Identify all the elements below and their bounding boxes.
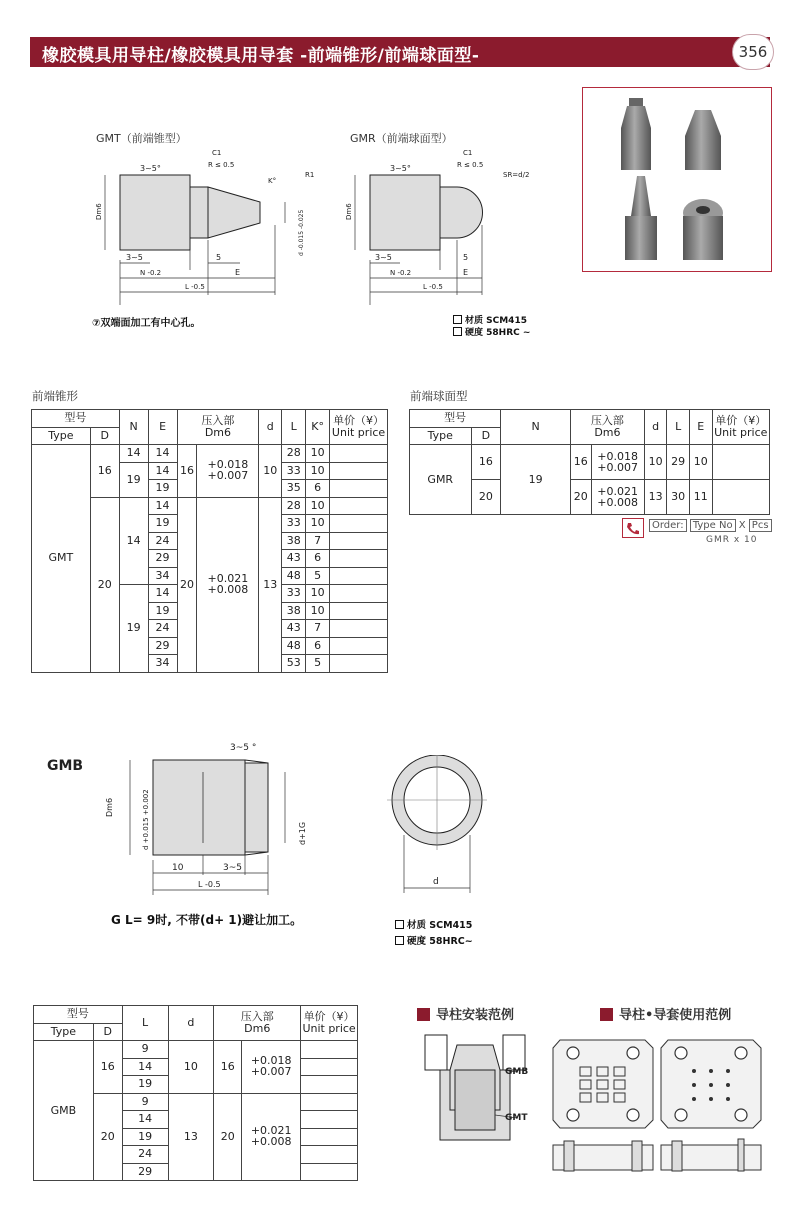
gmt-e: E (235, 268, 241, 277)
gmr-5: 5 (463, 253, 469, 262)
gmt-5: 5 (216, 253, 222, 262)
gmr-h-type: 型号 (410, 410, 501, 428)
hardness-text: 硬度 58HRC ~ (465, 328, 531, 338)
gmb-h-press: 压入部 Dm6 (214, 1006, 301, 1041)
usage-gmb-label: GMB (505, 1067, 529, 1077)
gmt-price (330, 602, 388, 620)
gmr-price (712, 480, 769, 515)
gmb-l: L -0.5 (198, 880, 221, 889)
gmt-k: 6 (306, 480, 330, 498)
gmt-h-press: 压入部 Dm6 (177, 410, 259, 445)
gmr-d: 10 (644, 445, 667, 480)
gmr-d: 13 (644, 480, 667, 515)
bullet-square-icon (600, 1008, 613, 1021)
gmt-l: 48 (282, 637, 306, 655)
gmt-e: 34 (148, 567, 177, 585)
gmr-taper: 3~5° (390, 164, 411, 173)
gmb-h-price: 单价（¥） Unit price (301, 1006, 358, 1041)
center-hole-note: ⑦双端面加工有中心孔。 (92, 318, 201, 329)
gmb-dm6: Dm6 (105, 797, 114, 817)
page-title: 橡胶模具用导柱/橡胶模具用导套 -前端锥形/前端球面型- (42, 46, 480, 66)
gmr-c1: C1 (463, 149, 473, 157)
gmb-10: 10 (172, 863, 184, 873)
gmb-l: 19 (122, 1076, 168, 1094)
gmt-price (330, 532, 388, 550)
gmr-r05: R ≤ 0.5 (457, 161, 484, 169)
gmr-3-5: 3~5 (375, 253, 392, 262)
gmt-k: 5 (306, 567, 330, 585)
gmt-k: 7 (306, 532, 330, 550)
gmb-price (301, 1146, 358, 1164)
gmb-d1g: d+1G (298, 821, 307, 845)
gmr-e: 11 (689, 480, 712, 515)
gmr-h-press: 压入部 Dm6 (571, 410, 645, 445)
gmt-l: 48 (282, 567, 306, 585)
gmr-section-title: 前端球面型 (410, 389, 468, 403)
phone-icon (622, 518, 644, 538)
gmt-e: 24 (148, 620, 177, 638)
gmt-dtol: d -0.015 -0.025 (298, 209, 305, 256)
gmt-h-e: E (148, 410, 177, 445)
gmt-k: 10 (306, 497, 330, 515)
gmt-l: 53 (282, 655, 306, 673)
gmt-h-type: 型号 (32, 410, 120, 428)
gmt-l: 43 (282, 550, 306, 568)
gmt-l: 33 (282, 462, 306, 480)
gmr-h-price: 单价（¥） Unit price (712, 410, 769, 445)
material-icon (453, 315, 462, 324)
gmt-drawing-label: GMT（前端锥型） (96, 132, 187, 145)
table-row (32, 445, 388, 463)
gmb-price (301, 1111, 358, 1129)
gmr-type: GMR (410, 445, 472, 515)
use-example-title: 导柱•导套使用范例 (600, 1004, 731, 1023)
gmt-price (330, 567, 388, 585)
gmt-k: 7 (306, 620, 330, 638)
gmt-dm6-16: 16 (177, 445, 197, 498)
gmb-l: 29 (122, 1163, 168, 1181)
gmt-price (330, 585, 388, 603)
gmt-d13: 13 (259, 497, 282, 672)
gmt-l: 35 (282, 480, 306, 498)
hardness-icon (395, 936, 404, 945)
gmr-drawing (345, 145, 565, 305)
gmt-price (330, 515, 388, 533)
product-photo (582, 87, 772, 272)
gmt-c1: C1 (212, 149, 222, 157)
gmb-material (395, 917, 472, 931)
gmt-r05: R ≤ 0.5 (208, 161, 235, 169)
order-pcs: Pcs (749, 519, 772, 532)
usage-gmt-label: GMT (505, 1113, 528, 1123)
order-example: GMR x 10 (706, 535, 758, 545)
gmt-price (330, 497, 388, 515)
gmt-k: 10 (306, 585, 330, 603)
gmt-h-dcap: D (90, 427, 119, 445)
gmt-d20: 20 (90, 497, 119, 672)
gmb-end-view (382, 755, 492, 895)
gmb-h-dcap: D (93, 1023, 122, 1041)
gmb-table (33, 1005, 358, 1181)
gmb-l: 9 (122, 1093, 168, 1111)
gmr-h-d: d (644, 410, 667, 445)
gmr-l: 30 (667, 480, 690, 515)
gmr-l: 29 (667, 445, 690, 480)
gmr-table (409, 409, 770, 515)
gmb-material-text: 材质 SCM415 (407, 920, 473, 931)
gmt-taper: 3~5° (140, 164, 161, 173)
gmt-l: 33 (282, 515, 306, 533)
gmb-note: G L= 9时, 不带(d+ 1)避让加工。 (111, 913, 303, 927)
gmt-l: 43 (282, 620, 306, 638)
gmr-dm6: 20 (571, 480, 592, 515)
gmt-drawing (90, 145, 320, 305)
gmr-d-cap: 16 (471, 445, 501, 480)
gmt-e: 29 (148, 637, 177, 655)
table-row (410, 445, 770, 480)
gmt-n: N -0.2 (140, 269, 162, 277)
gmb-h-type-en: Type (34, 1023, 94, 1041)
gmt-e: 14 (148, 585, 177, 603)
gmr-price (712, 445, 769, 480)
gmt-price (330, 637, 388, 655)
order-typeno: Type No (690, 519, 736, 532)
gmb-price (301, 1093, 358, 1111)
gmr-dm6: Dm6 (345, 203, 353, 220)
gmb-tol-1: +0.018 +0.007 (242, 1041, 301, 1094)
gmt-e: 19 (148, 515, 177, 533)
gmr-tol: +0.021 +0.008 (591, 480, 644, 515)
material-text: 材质 SCM415 (465, 316, 527, 326)
table-row (34, 1041, 358, 1059)
gmt-d16: 16 (90, 445, 119, 498)
gmt-h-k: K° (306, 410, 330, 445)
gmb-l: 24 (122, 1146, 168, 1164)
gmt-e: 14 (148, 445, 177, 463)
gmt-l: 28 (282, 445, 306, 463)
gmt-e: 19 (148, 602, 177, 620)
gmt-r1: R1 (305, 171, 315, 179)
gmt-tol-1: +0.018 +0.007 (197, 445, 259, 498)
page-header (30, 37, 770, 67)
gmt-h-d: d (259, 410, 282, 445)
gmb-3-5: 3~5 (223, 863, 242, 873)
gmb-d20: 20 (93, 1093, 122, 1181)
gmt-k: 10 (306, 515, 330, 533)
gmt-e: 29 (148, 550, 177, 568)
page-number: 356 (732, 34, 774, 70)
gmt-n: 19 (119, 462, 148, 497)
gmt-n: 14 (119, 497, 148, 585)
gmt-h-type-en: Type (32, 427, 91, 445)
gmt-e: 19 (148, 480, 177, 498)
gmt-k: 10 (306, 445, 330, 463)
hardness-spec (453, 325, 530, 338)
gmb-h-type: 型号 (34, 1006, 123, 1024)
gmt-k: 10 (306, 602, 330, 620)
gmt-l: L -0.5 (185, 283, 205, 291)
install-example-title: 导柱安装范例 (417, 1004, 514, 1023)
gmb-price (301, 1076, 358, 1094)
gmt-h-l: L (282, 410, 306, 445)
gmr-l: L -0.5 (423, 283, 443, 291)
gmt-price (330, 620, 388, 638)
gmt-type: GMT (32, 445, 91, 673)
gmb-dtol: d +0.015 +0.002 (142, 789, 150, 850)
gmt-n: 19 (119, 585, 148, 673)
gmb-l: 14 (122, 1111, 168, 1129)
gmr-drawing-label: GMR（前端球面型） (350, 132, 453, 145)
gmb-dm6-16: 16 (214, 1041, 242, 1094)
gmt-e: 24 (148, 532, 177, 550)
gmt-l: 28 (282, 497, 306, 515)
gmr-h-type-en: Type (410, 427, 472, 445)
gmr-e: 10 (689, 445, 712, 480)
gmt-l: 33 (282, 585, 306, 603)
gmt-dm6-20: 20 (177, 497, 197, 672)
gmt-e: 14 (148, 497, 177, 515)
gmt-h-n: N (119, 410, 148, 445)
gmb-hardness (395, 933, 473, 947)
order-label: Order: (649, 519, 687, 532)
gmt-e: 14 (148, 462, 177, 480)
gmb-price (301, 1041, 358, 1059)
gmb-l: 14 (122, 1058, 168, 1076)
gmb-price (301, 1058, 358, 1076)
gmb-d: d (433, 877, 439, 887)
gmb-price (301, 1128, 358, 1146)
gmt-price (330, 462, 388, 480)
gmb-price (301, 1163, 358, 1181)
gmt-k: 6 (306, 637, 330, 655)
gmt-k: 10 (306, 462, 330, 480)
gmt-k: K° (268, 177, 277, 185)
gmr-h-e: E (689, 410, 712, 445)
gmt-h-price: 单价（¥） Unit price (330, 410, 388, 445)
gmr-n: N -0.2 (390, 269, 412, 277)
gmt-table (31, 409, 388, 673)
gmb-label: GMB (47, 758, 84, 774)
gmr-sr: SR=d/2 (503, 171, 530, 179)
gmb-d16: 16 (93, 1041, 122, 1094)
order-x: X (738, 520, 746, 531)
gmr-h-n: N (501, 410, 571, 445)
gmb-d13: 13 (168, 1093, 214, 1181)
gmt-section-title: 前端锥形 (32, 389, 78, 403)
gmr-e: E (463, 268, 469, 277)
gmr-dm6: 16 (571, 445, 592, 480)
gmt-price (330, 480, 388, 498)
gmt-k: 5 (306, 655, 330, 673)
gmr-h-dcap: D (471, 427, 501, 445)
gmt-3-5: 3~5 (126, 253, 143, 262)
gmt-n: 14 (119, 445, 148, 463)
gmt-l: 38 (282, 602, 306, 620)
gmb-h-d: d (168, 1006, 214, 1041)
gmb-l: 19 (122, 1128, 168, 1146)
gmt-price (330, 550, 388, 568)
gmt-price (330, 445, 388, 463)
gmb-dm6-20: 20 (214, 1093, 242, 1181)
gmt-price (330, 655, 388, 673)
gmt-e: 34 (148, 655, 177, 673)
gmt-tol-2: +0.021 +0.008 (197, 497, 259, 672)
hardness-icon (453, 327, 462, 336)
gmb-h-l: L (122, 1006, 168, 1041)
gmr-n: 19 (501, 445, 571, 515)
install-example-drawing (415, 1030, 540, 1150)
gmt-k: 6 (306, 550, 330, 568)
gmb-taper: 3~5 ° (230, 743, 257, 753)
use-example-drawing (550, 1035, 770, 1175)
bullet-square-icon (417, 1008, 430, 1021)
order-line (649, 520, 772, 531)
gmt-dm6: Dm6 (95, 203, 103, 220)
gmt-d10: 10 (259, 445, 282, 498)
material-icon (395, 920, 404, 929)
gmb-drawing (90, 740, 310, 900)
gmt-l: 38 (282, 532, 306, 550)
gmr-d-cap: 20 (471, 480, 501, 515)
gmb-type: GMB (34, 1041, 94, 1181)
gmb-d10: 10 (168, 1041, 214, 1094)
gmr-tol: +0.018 +0.007 (591, 445, 644, 480)
gmr-h-l: L (667, 410, 690, 445)
gmb-l: 9 (122, 1041, 168, 1059)
gmb-hardness-text: 硬度 58HRC~ (407, 936, 473, 947)
gmb-tol-2: +0.021 +0.008 (242, 1093, 301, 1181)
